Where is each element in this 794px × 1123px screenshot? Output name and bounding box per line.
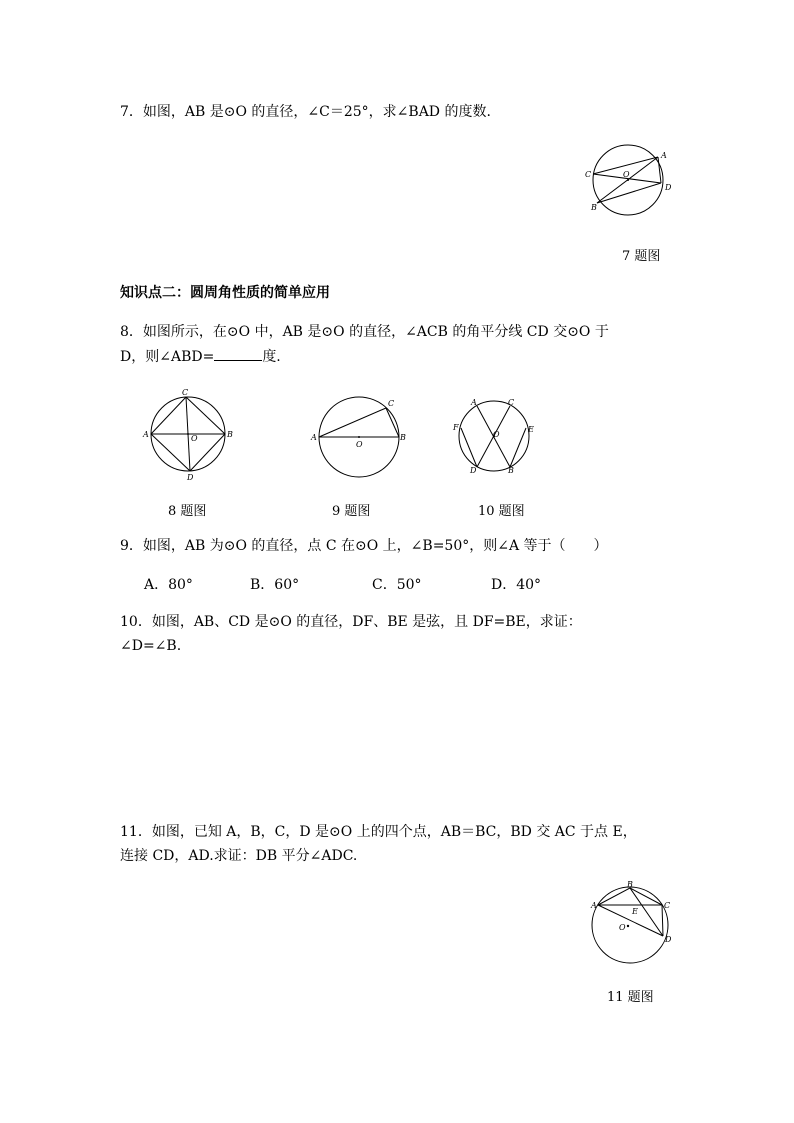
q11-label-D: D: [665, 935, 672, 944]
q8-line2: [120, 346, 281, 367]
q11-circle: [592, 887, 671, 963]
q8-label-A: A: [143, 430, 149, 439]
q7-label-D: D: [665, 183, 672, 192]
q10-caption: 10 题图: [478, 504, 525, 519]
q10-label-F: F: [453, 423, 459, 432]
q7-label-O: O: [623, 170, 630, 179]
q7-text: 7．如图，AB 是⊙O 的直径，∠C＝25°，求∠BAD 的度数.: [120, 104, 491, 120]
q11-label-B: B: [627, 880, 633, 889]
q9-caption: 9 题图: [332, 504, 371, 519]
q8-line1: 8．如图所示，在⊙O 中，AB 是⊙O 的直径，∠ACB 的角平分线 CD 交⊙O 于: [120, 324, 609, 340]
q10-label-E: E: [528, 425, 534, 434]
q9-figure: [311, 395, 414, 480]
q11-line1: 11．如图，已知 A，B，C，D 是⊙O 上的四个点，AB＝BC，BD 交 AC 于点 E，: [120, 824, 637, 840]
q8-label-D: D: [187, 473, 194, 482]
q11-caption: 11 题图: [607, 990, 654, 1005]
q10-line2: ∠D=∠B.: [120, 638, 182, 654]
q11-label-E: E: [632, 907, 638, 916]
q9-label-A: A: [311, 433, 317, 442]
q7-label-B: B: [591, 203, 597, 212]
q9-choice-d[interactable]: D．40°: [491, 577, 542, 593]
q7-label-C: C: [585, 170, 592, 179]
q9-text: 9．如图，AB 为⊙O 的直径，点 C 在⊙O 上，∠B=50°，则∠A 等于（ ）: [120, 538, 608, 554]
q7-caption: 7 题图: [622, 249, 661, 264]
q7-figure: [583, 143, 678, 218]
q11-label-C: C: [664, 901, 671, 910]
q10-label-B: B: [508, 466, 514, 475]
q9-label-C: C: [388, 399, 395, 408]
q10-figure: [452, 397, 537, 477]
q11-label-A: A: [591, 901, 597, 910]
q10-label-A: A: [471, 398, 477, 407]
q9-choice-c[interactable]: C．50°: [372, 577, 422, 593]
q9-label-B: B: [400, 433, 406, 442]
q10-label-C: C: [508, 398, 515, 407]
q8-label-C: C: [182, 388, 189, 397]
q8-line2-start: D，则∠ABD=: [120, 349, 215, 365]
q9-label-O: O: [356, 440, 363, 449]
q8-caption: 8 题图: [168, 504, 207, 519]
q8-label-O: O: [191, 434, 198, 443]
q8-line2-end: 度.: [262, 349, 281, 365]
q9-choice-a[interactable]: A．80°: [144, 577, 193, 593]
q11-figure: [588, 878, 683, 973]
q10-label-D: D: [470, 466, 477, 475]
q9-choice-b[interactable]: B．60°: [250, 577, 300, 593]
q7-label-A: A: [661, 151, 667, 160]
q11-label-O: O: [619, 923, 626, 932]
section-heading: 知识点二：圆周角性质的简单应用: [120, 285, 330, 301]
q10-line1: 10．如图，AB、CD 是⊙O 的直径，DF、BE 是弦，且 DF=BE，求证：: [120, 614, 582, 630]
q8-answer-blank: [214, 346, 262, 361]
q10-label-O: O: [493, 430, 500, 439]
q11-line2: 连接 CD，AD.求证：DB 平分∠ADC.: [120, 848, 358, 864]
q8-figure: [143, 388, 250, 482]
q8-label-B: B: [227, 430, 233, 439]
